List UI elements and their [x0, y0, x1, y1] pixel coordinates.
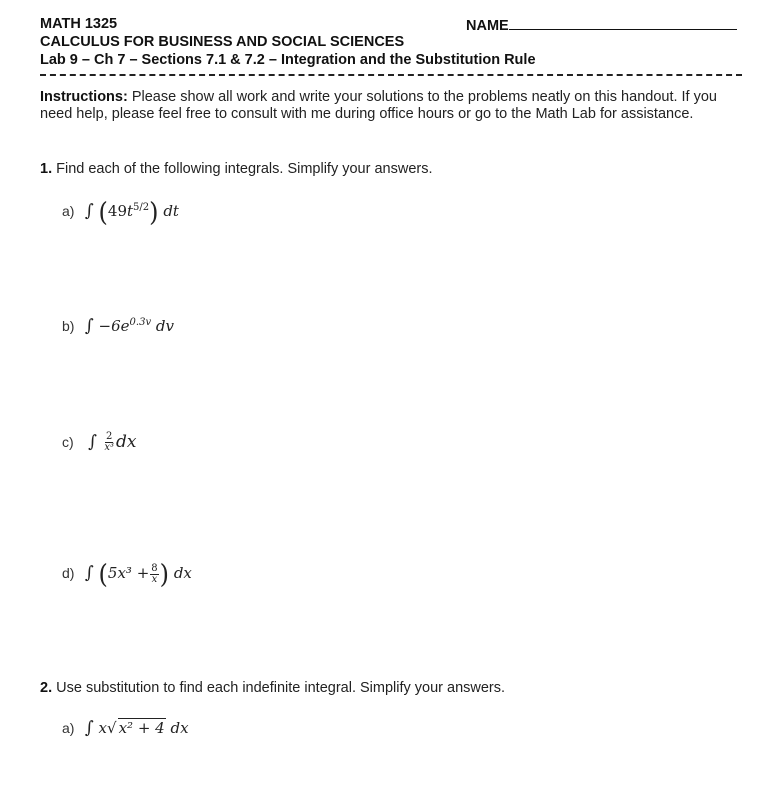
integral-sign: ∫: [88, 432, 97, 452]
problem-1c-differential: dx: [116, 432, 137, 452]
course-title: CALCULUS FOR BUSINESS AND SOCIAL SCIENCES: [40, 34, 405, 50]
problem-1c-numerator: 2: [106, 431, 113, 442]
problem-1d-label: d): [62, 565, 75, 581]
problem-2a-expression: [85, 719, 189, 737]
problem-1c-label: c): [62, 434, 74, 450]
name-field[interactable]: [466, 15, 737, 35]
problem-1d-expression: ∫ (5x³ + $\frac{8}{x}$ ) dx: [84, 558, 192, 590]
problem-1a-coef: 49: [107, 202, 128, 220]
integral-sign: ∫: [84, 563, 94, 583]
problem-2a-radicand: x² + 4: [118, 719, 165, 737]
problem-1b-label: b): [62, 318, 75, 334]
instructions-text: Please show all work and write your solutions to the problems neatly on this handout. If you need help, please feel free to consult with me during office hours or go to the Math Lab for assistance.: [40, 89, 717, 122]
problem-2a: [62, 718, 189, 738]
name-blank-line[interactable]: [509, 15, 737, 30]
problem-1a-exponent: 5/2: [133, 202, 150, 213]
problem-1d-frac-denominator: x: [151, 573, 158, 585]
problem-1c-expression: [88, 432, 136, 452]
instructions-label: Instructions:: [40, 89, 128, 105]
problem-1a: [62, 198, 179, 226]
problem-1a-expression: ∫ $(49t^{5/2})$ dt: [84, 196, 179, 228]
problem-1b-exponent: 0.3v: [129, 317, 152, 328]
problem-1-text: Find each of the following integrals. Simplify your answers.: [56, 161, 433, 177]
problem-2a-differential: dx: [170, 719, 189, 737]
problem-1b: [62, 316, 174, 336]
problem-2-prompt: [40, 680, 505, 697]
problem-1d-term1: 5x³ +: [107, 564, 150, 582]
course-code: MATH 1325: [40, 16, 118, 32]
problem-2-number: 2.: [40, 680, 53, 696]
problem-1a-differential: dt: [163, 202, 179, 220]
problem-1-prompt: [40, 161, 433, 178]
instructions: [40, 89, 745, 123]
integral-sign: ∫: [84, 718, 94, 738]
problem-1a-label: a): [62, 203, 75, 219]
problem-1b-base: −6e: [98, 317, 130, 335]
problem-1b-differential: dv: [155, 317, 174, 335]
problem-1a-var: t: [127, 202, 134, 220]
dashed-divider: [40, 74, 742, 76]
problem-1c-denominator: x³: [104, 442, 115, 453]
problem-1b-expression: [85, 317, 174, 335]
integral-sign: ∫: [84, 316, 94, 336]
problem-2a-outer: x: [98, 719, 108, 737]
problem-1c: [62, 432, 137, 453]
problem-1d-frac-numerator: 8: [151, 562, 158, 574]
problem-2a-label: a): [62, 720, 75, 736]
lab-title: Lab 9 – Ch 7 – Sections 7.1 & 7.2 – Integration and the Substitution Rule: [40, 52, 536, 68]
problem-2-text: Use substitution to find each indefinite integral. Simplify your answers.: [56, 680, 506, 696]
integral-sign: ∫: [84, 201, 94, 221]
radical-sign: √: [107, 719, 117, 737]
problem-1d-differential: dx: [173, 564, 192, 582]
name-label: NAME: [466, 18, 509, 34]
problem-1-number: 1.: [40, 161, 53, 177]
problem-1d: [62, 560, 192, 588]
